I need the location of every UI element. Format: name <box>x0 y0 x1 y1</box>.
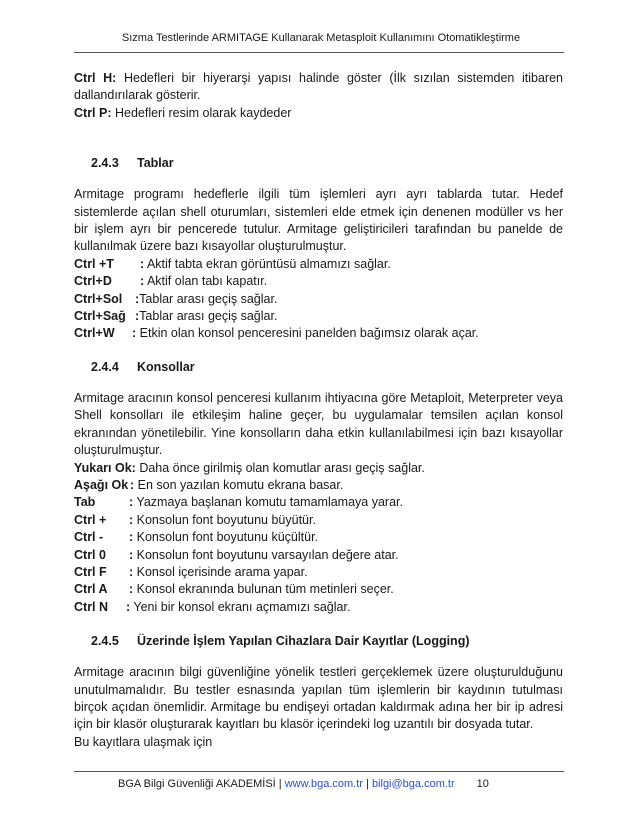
shortcut-separator: : <box>129 582 134 597</box>
shortcut-row <box>74 494 563 511</box>
shortcut-key: Ctrl +T <box>74 256 114 271</box>
header-divider <box>74 52 564 53</box>
shortcut-desc: Yeni bir konsol ekranı açmamızı sağlar. <box>130 599 351 614</box>
shortcut-desc: Yazmaya başlanan komutu tamamlamaya yarar. <box>133 495 403 510</box>
shortcut-row <box>74 581 563 598</box>
shortcut-separator: : <box>135 309 140 324</box>
shortcut-desc: Konsolun font boyutunu büyütür. <box>133 512 316 527</box>
page-body <box>74 70 563 751</box>
shortcut-desc: En son yazılan komutu ekrana basar. <box>134 477 344 492</box>
shortcut-row <box>74 512 563 529</box>
shortcut-key: Ctrl - <box>74 530 104 545</box>
shortcut-row <box>74 564 563 581</box>
shortcut-row <box>74 325 563 342</box>
section-number: 2.4.4 <box>91 359 119 374</box>
shortcut-key: Ctrl+Sağ <box>74 309 126 324</box>
footer-website-link[interactable]: www.bga.com.tr <box>284 778 363 790</box>
shortcut-key: Yukarı Ok: <box>74 460 136 475</box>
shortcut-row <box>74 308 563 325</box>
shortcut-row <box>74 460 563 477</box>
shortcut-key: Ctrl 0 <box>74 547 106 562</box>
shortcut-list-konsollar <box>74 460 563 617</box>
heading-konsollar <box>74 360 563 374</box>
section-title: Tablar <box>137 156 174 171</box>
shortcut-key: Tab <box>74 495 96 510</box>
heading-tablar <box>74 156 563 170</box>
shortcut-separator: : <box>130 477 135 492</box>
shortcut-separator: : <box>132 326 137 341</box>
shortcut-separator: : <box>126 599 131 614</box>
shortcut-row <box>74 256 563 273</box>
shortcut-row <box>74 547 563 564</box>
shortcut-list-tablar <box>74 256 563 343</box>
heading-logging <box>74 634 563 648</box>
section-title: Üzerinde İşlem Yapılan Cihazlara Dair Kayıtlar (Logging) <box>137 634 470 649</box>
shortcut-separator: : <box>135 291 140 306</box>
shortcut-separator: : <box>129 495 134 510</box>
shortcut-key: Ctrl A <box>74 582 108 597</box>
shortcut-key: Ctrl P: <box>74 105 112 120</box>
paragraph-konsollar: Armitage aracının konsol penceresi kullanım ihtiyacına göre Metaploit, Meterpreter veya Shell konsolları ile etkileşim haline geçer, bu uygulamalar temsilen açılan konsol ekranından yönetilebilir. Yine konsolların daha etkin kullanılabilmesi için bazı kısayollar oluşturulmuştur. <box>74 390 563 458</box>
shortcut-separator: : <box>129 564 134 579</box>
footer-org: BGA Bilgi Güvenliği AKADEMİSİ | <box>118 778 285 790</box>
section-number: 2.4.3 <box>91 156 119 171</box>
shortcut-separator: : <box>129 512 134 527</box>
shortcut-key: Aşağı Ok <box>74 477 129 492</box>
shortcut-desc: Tablar arası geçiş sağlar. <box>139 291 278 306</box>
shortcut-desc: Aktif tabta ekran görüntüsü almamızı sağlar. <box>144 256 391 271</box>
shortcut-key: Ctrl+D <box>74 274 112 289</box>
shortcut-desc: Hedefleri bir hiyerarşi yapısı halinde göster (İlk sızılan sistemden itibaren dallandırılarak gösterir. <box>74 71 563 103</box>
intro-ctrl-h <box>74 70 563 105</box>
shortcut-desc: Konsolun font boyutunu varsayılan değere atar. <box>133 547 399 562</box>
shortcut-key: Ctrl+Sol <box>74 291 123 306</box>
shortcut-key: Ctrl H: <box>74 71 117 85</box>
shortcut-desc: Konsol ekranında bulunan tüm metinleri seçer. <box>133 582 394 597</box>
paragraph-tablar: Armitage programı hedeflerle ilgili tüm işlemleri ayrı ayrı tablarda tutar. Hedef sistemlerde açılan shell oturumları, sistemleri elde etmek için denenen modüller vs her bir işlem ayrı bir pencerede tutulur. Armitage geliştiricileri tarafından bu panelde de kullanılmak üzere bazı kısayollar oluşturulmuştur. <box>74 187 563 254</box>
section-title: Konsollar <box>137 359 195 374</box>
shortcut-row <box>74 529 563 546</box>
shortcut-row <box>74 273 563 290</box>
paragraph-logging-last-line: Bu kayıtlara ulaşmak için <box>74 734 213 749</box>
intro-ctrl-p <box>74 105 563 122</box>
shortcut-separator: : <box>129 547 134 562</box>
footer-email-link[interactable]: bilgi@bga.com.tr <box>371 778 455 790</box>
page-header: Sızma Testlerinde ARMITAGE Kullanarak Metasploit Kullanımını Otomatikleştirme <box>121 32 521 44</box>
shortcut-separator: : <box>140 274 145 289</box>
shortcut-key: Ctrl+W <box>74 326 115 341</box>
shortcut-row <box>74 599 563 616</box>
shortcut-desc: Konsolun font boyutunu küçültür. <box>133 530 319 545</box>
shortcut-row <box>74 477 563 494</box>
shortcut-desc: Daha önce girilmiş olan komutlar arası geçiş sağlar. <box>135 460 425 475</box>
shortcut-separator: : <box>140 256 145 271</box>
shortcut-desc: Konsol içerisinde arama yapar. <box>133 564 308 579</box>
shortcut-desc: Hedefleri resim olarak kaydeder <box>111 105 292 120</box>
paragraph-logging: Armitage aracının bilgi güvenliğine yönelik testleri gerçeklemek üzere oluşturulduğunu unutulmamalıdır. Bu testler esnasında yapılan tüm işlemlerin bir kaydının tutulması birçok açıdan önemlidir. Armitage bu endişeyi ortadan kaldırmak adına her bir ip adresi için bir klasör oluşturarak kayıtları bu klasör içerindeki log uzantılı bir dosyada tutar. <box>74 665 563 732</box>
footer-divider <box>74 771 564 772</box>
shortcut-desc: Etkin olan konsol penceresini panelden bağımsız olarak açar. <box>136 326 479 341</box>
shortcut-key: Ctrl F <box>74 564 107 579</box>
shortcut-desc: Tablar arası geçiş sağlar. <box>139 309 278 324</box>
footer-separator: | <box>362 778 372 790</box>
shortcut-row <box>74 291 563 308</box>
shortcut-desc: Aktif olan tabı kapatır. <box>144 274 268 289</box>
shortcut-separator: : <box>129 530 134 545</box>
shortcut-key: Ctrl + <box>74 512 107 527</box>
page-number: 10 <box>476 778 489 790</box>
page-footer <box>118 778 489 790</box>
shortcut-key: Ctrl N <box>74 599 109 614</box>
section-number: 2.4.5 <box>91 634 119 649</box>
